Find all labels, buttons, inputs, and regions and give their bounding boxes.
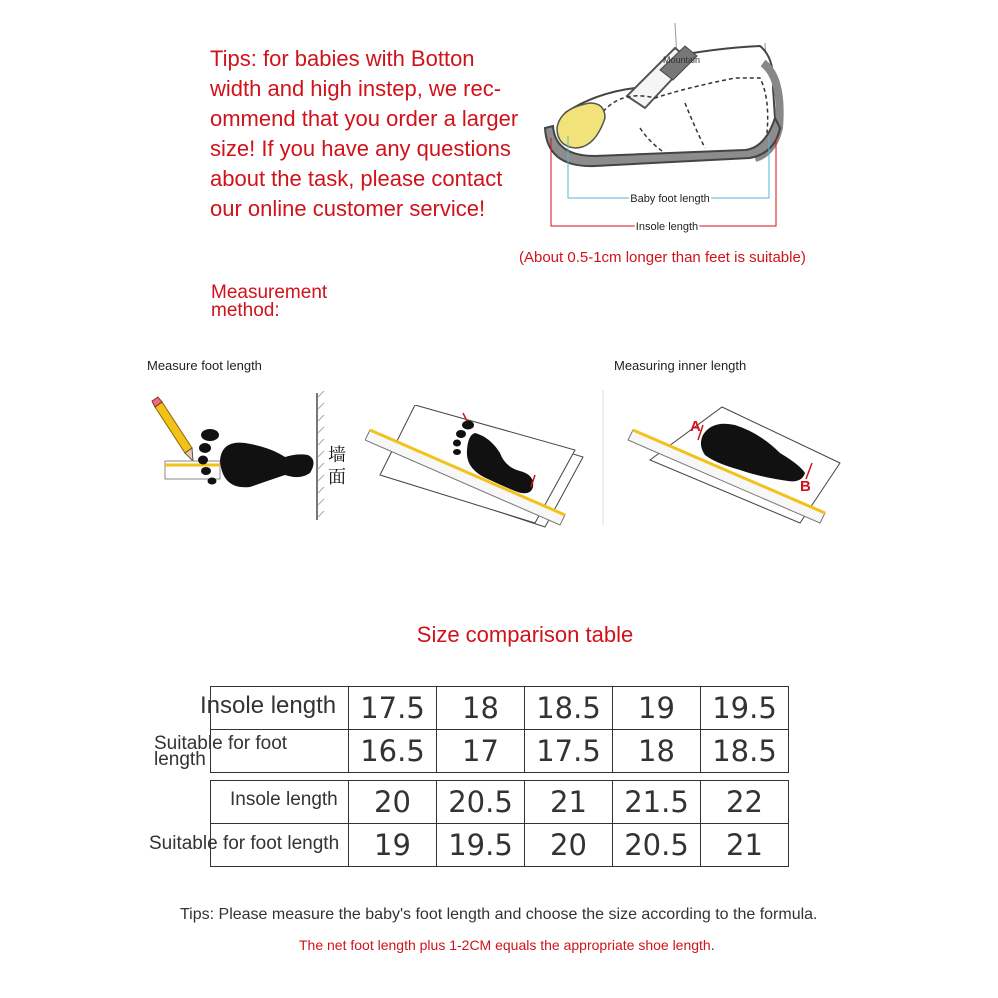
wall-label-char: 面: [328, 467, 346, 488]
about-note: (About 0.5-1cm longer than feet is suitable): [519, 249, 806, 266]
table-cell: 21.5: [613, 781, 701, 824]
table-cell: 20.5: [437, 781, 525, 824]
measurement-method-heading: [211, 284, 327, 320]
label-line: length: [154, 749, 206, 770]
tips-line: width and high instep, we rec-: [210, 76, 502, 101]
table-cell: 16.5: [349, 730, 437, 773]
insole-marker-a: A: [690, 418, 701, 435]
footprint: [220, 443, 314, 488]
label-cell: [211, 687, 349, 730]
measuring-inner-length-label: Measuring inner length: [614, 358, 747, 373]
table-cell: 19: [349, 824, 437, 867]
table-cell: 18: [437, 687, 525, 730]
label-cell: [211, 730, 349, 773]
formula-text: The net foot length plus 1-2CM equals the appropriate shoe length: [299, 937, 711, 953]
insole-measure-illustration: [600, 385, 850, 525]
table-row-label: Insole length: [230, 789, 338, 810]
table-row: [211, 687, 789, 730]
measure-foot-length-label: Measure foot length: [147, 358, 262, 373]
table-row: [211, 730, 789, 773]
bottom-tip-formula: [299, 937, 715, 953]
insole-length-label: Insole length: [635, 221, 699, 233]
size-table-title: Size comparison table: [416, 622, 634, 647]
size-table-1: [210, 686, 789, 773]
method-line: Measurement: [211, 282, 328, 303]
table-cell: 18: [613, 730, 701, 773]
table-cell: 22: [701, 781, 789, 824]
tips-line: Tips: for babies with Botton: [210, 46, 475, 71]
table-cell: 21: [525, 781, 613, 824]
table-row-label: Suitable for foot length: [149, 833, 340, 854]
bottom-tip-line: Tips: Please measure the baby's foot length and choose the size according to the formula.: [180, 906, 818, 923]
label-line: Suitable for foot: [154, 733, 288, 754]
table-cell: 19: [613, 687, 701, 730]
method-line: method:: [211, 300, 280, 321]
baby-foot-length-label: Baby foot length: [630, 193, 710, 205]
footprint-on-paper-illustration: [365, 405, 590, 530]
tips-line: ommend that you order a larger: [210, 106, 519, 131]
table-cell: 20.5: [613, 824, 701, 867]
table-cell: 17.5: [525, 730, 613, 773]
table-row-label: Insole length: [200, 692, 337, 719]
shoe-diagram: [535, 18, 785, 243]
pencil-icon: [152, 397, 193, 461]
insole-toe: [557, 103, 605, 148]
table-cell: 18.5: [525, 687, 613, 730]
tips-paragraph: [210, 44, 550, 224]
table-cell: 21: [701, 824, 789, 867]
tips-line: our online customer service!: [210, 196, 486, 221]
wall-label-char: 墙: [328, 445, 346, 466]
foot-length-bracket: [568, 136, 769, 198]
formula-end: .: [710, 937, 715, 953]
table-cell: 17.5: [349, 687, 437, 730]
table-cell: 20: [525, 824, 613, 867]
table-cell: 20: [349, 781, 437, 824]
foot-outline: [640, 128, 665, 153]
tips-line: about the task, please contact: [210, 166, 503, 191]
insole-marker-b: B: [800, 478, 811, 495]
tips-line: size! If you have any questions: [210, 136, 511, 161]
table-cell: 19.5: [437, 824, 525, 867]
wall-hatch: [318, 391, 324, 517]
foot-against-wall-illustration: [150, 385, 360, 525]
brand-text: Mountain: [663, 55, 701, 65]
table-cell: 17: [437, 730, 525, 773]
table-cell: 18.5: [701, 730, 789, 773]
table-cell: 19.5: [701, 687, 789, 730]
